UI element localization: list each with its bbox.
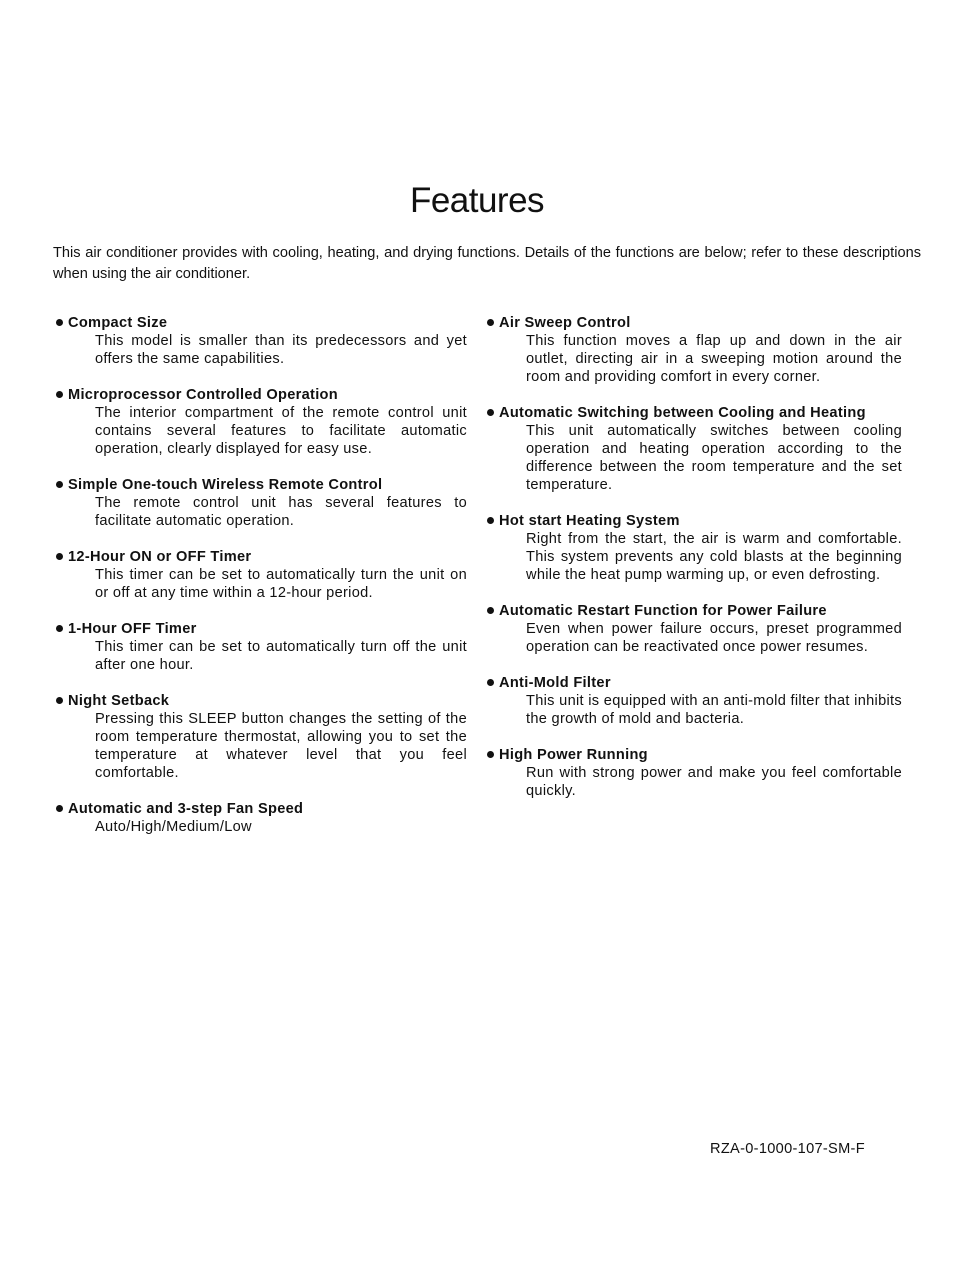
feature-12-hour-timer [56, 548, 467, 602]
bullet-icon [56, 625, 63, 632]
feature-title: Automatic Switching between Cooling and Heating [499, 405, 866, 421]
feature-auto-restart [487, 602, 902, 656]
feature-auto-switching [487, 404, 902, 494]
feature-anti-mold [487, 674, 902, 728]
feature-1-hour-off-timer [56, 620, 467, 674]
bullet-icon [56, 697, 63, 704]
feature-title: 12-Hour ON or OFF Timer [68, 549, 252, 565]
feature-title: Compact Size [68, 315, 168, 331]
feature-title: Microprocessor Controlled Operation [68, 387, 338, 403]
page-title: Features [409, 181, 545, 220]
bullet-icon [487, 751, 494, 758]
feature-description: Even when power failure occurs, preset programmed operation can be reactivated once power resumes. [526, 621, 902, 655]
feature-hot-start [487, 512, 902, 584]
feature-air-sweep [487, 314, 902, 386]
bullet-icon [56, 805, 63, 812]
feature-title: Anti-Mold Filter [499, 675, 611, 691]
feature-title: Automatic and 3-step Fan Speed [68, 801, 304, 817]
feature-remote-control [56, 476, 467, 530]
bullet-icon [487, 607, 494, 614]
feature-description: This function moves a flap up and down in the air outlet, directing air in a sweeping motion around the room and providing comfort in every corner. [526, 333, 902, 385]
feature-description: This unit is equipped with an anti-mold filter that inhibits the growth of mold and bacteria. [526, 693, 902, 727]
feature-description: This timer can be set to automatically turn off the unit after one hour. [95, 639, 467, 673]
bullet-icon [487, 319, 494, 326]
document-code: RZA-0-1000-107-SM-F [710, 1141, 865, 1157]
bullet-icon [56, 391, 63, 398]
bullet-icon [487, 679, 494, 686]
feature-title: Simple One-touch Wireless Remote Control [68, 477, 383, 493]
bullet-icon [56, 319, 63, 326]
feature-description: The remote control unit has several features to facilitate automatic operation. [95, 495, 467, 529]
feature-description: Right from the start, the air is warm and comfortable. This system prevents any cold blasts at the beginning while the heat pump warming up, or even defrosting. [526, 531, 902, 583]
feature-fan-speed [56, 800, 467, 836]
intro-paragraph: This air conditioner provides with cooling, heating, and drying functions. Details of the functions are below; refer to these descriptions when using the air conditioner. [53, 245, 921, 282]
feature-title: Automatic Restart Function for Power Failure [499, 603, 827, 619]
feature-description: Pressing this SLEEP button changes the setting of the room temperature thermostat, allowing you to set the temperature at whatever level that you feel comfortable. [95, 711, 467, 781]
feature-title: 1-Hour OFF Timer [68, 621, 197, 637]
feature-description: This unit automatically switches between cooling operation and heating operation according to the difference between the room temperature and the set temperature. [526, 423, 902, 493]
bullet-icon [56, 481, 63, 488]
feature-compact-size [56, 314, 467, 368]
bullet-icon [56, 553, 63, 560]
feature-night-setback [56, 692, 467, 782]
feature-description: The interior compartment of the remote control unit contains several features to facilitate automatic operation, clearly displayed for easy use. [95, 405, 467, 457]
feature-title: Air Sweep Control [499, 315, 631, 331]
features-left-column [56, 314, 467, 854]
feature-microprocessor [56, 386, 467, 458]
feature-title: Hot start Heating System [499, 513, 680, 529]
features-right-column [487, 314, 902, 818]
feature-high-power [487, 746, 902, 800]
feature-description: This timer can be set to automatically turn the unit on or off at any time within a 12-hour period. [95, 567, 467, 601]
bullet-icon [487, 409, 494, 416]
feature-description: Auto/High/Medium/Low [95, 819, 252, 835]
feature-title: Night Setback [68, 693, 170, 709]
feature-description: Run with strong power and make you feel comfortable quickly. [526, 765, 902, 799]
feature-title: High Power Running [499, 747, 648, 763]
feature-description: This model is smaller than its predecessors and yet offers the same capabilities. [95, 333, 467, 367]
bullet-icon [487, 517, 494, 524]
